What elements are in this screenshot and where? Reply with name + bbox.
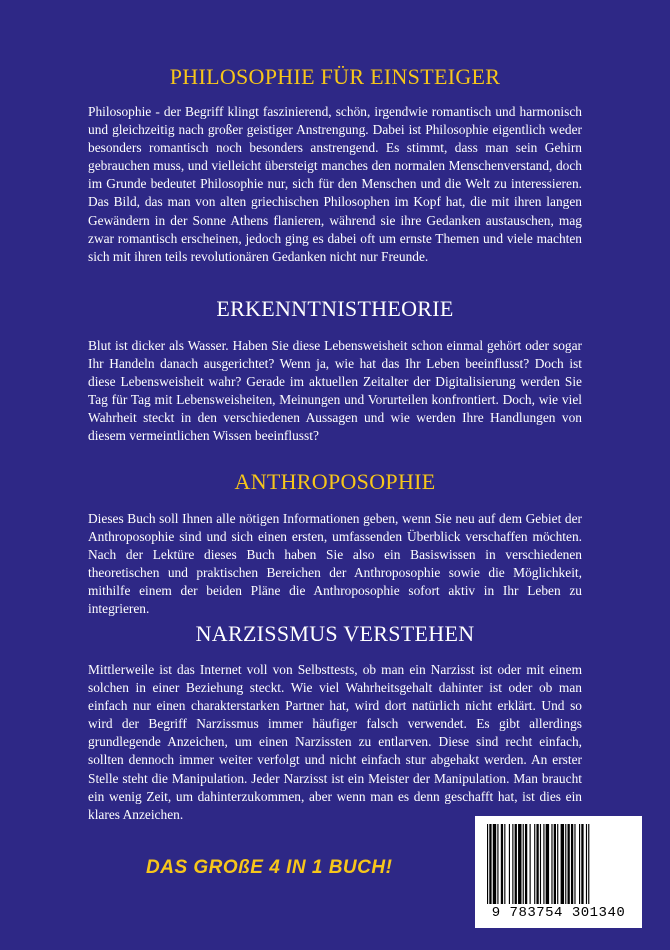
section-heading-philosophie: PHILOSOPHIE FÜR EINSTEIGER [169, 64, 501, 89]
section-text-erkenntnistheorie: Blut ist dicker als Wasser. Haben Sie diese Lebensweisheit schon einmal gehört oder sogar Ihr Handeln danach ausgerichtet? Wenn ja, wie hat das Ihr Leben beeinflusst? Doch ist diese Lebensweisheit wahr? Gerade im aktuellen Zeitalter der Digitalisierung werden Sie Tag für Tag mit Lebensweisheiten, Meinungen und Vorurteilen konfrontiert. Doch, wie viel Wahrheit steckt in den verschiedenen Aussagen und wie werden Ihre Handlungen von diesem vermeintlichen Wissen beeinflusst? [88, 338, 582, 444]
isbn-number: 9 783754 301340 [491, 905, 626, 921]
barcode-bar [536, 824, 538, 904]
barcode-bar [581, 824, 583, 904]
barcode-bar [504, 824, 505, 904]
barcode-bar [512, 824, 513, 904]
barcode-bar [497, 824, 498, 904]
barcode-bar [540, 824, 541, 904]
barcode-bar [525, 824, 527, 904]
barcode-bar [561, 824, 564, 904]
barcode-bar [543, 824, 544, 904]
section-heading-narzissmus: NARZISSMUS VERSTEHEN [195, 621, 475, 646]
barcode-bar [565, 824, 566, 904]
barcode-bar [493, 824, 496, 904]
barcode-bar [568, 824, 570, 904]
barcode-bar [534, 824, 535, 904]
barcode-bar [546, 824, 549, 904]
barcode-bar [571, 824, 573, 904]
barcode-bar [518, 824, 521, 904]
barcode-bar [523, 824, 524, 904]
barcode-bar [509, 824, 510, 904]
barcode-bars [487, 824, 630, 904]
barcode-bar [489, 824, 491, 904]
barcode-bar [551, 824, 552, 904]
barcode-bar [574, 824, 575, 904]
barcode-bar [579, 824, 580, 904]
barcode-bar [586, 824, 587, 904]
barcode-bar [501, 824, 503, 904]
barcode-bar [557, 824, 558, 904]
section-text-anthroposophie: Dieses Buch soll Ihnen alle nötigen Informationen geben, wenn Sie neu auf dem Gebiet der Anthroposophie sind und sich einen ersten, umfassenden Überblick verschaffen möchten. Nach der Lektüre dieses Buch haben Sie also ein Basiswissen in verschiedenen theoretischen und praktischen Bereichen der Anthroposophie sowie die Möglichkeit, mithilfe einem der beiden Pläne die Anthroposophie sofort aktiv in Ihr Leben zu integrieren. [88, 511, 582, 617]
section-heading-anthroposophie: ANTHROPOSOPHIE [234, 469, 436, 494]
barcode-bar [530, 824, 531, 904]
section-text-philosophie: Philosophie - der Begriff klingt faszinierend, schön, irgendwie romantisch und harmonisch und gleichzeitig nach großer geistiger Anstrengung. Dabei ist Philosophie eigentlich weder besonders romantisch noch besonders anstrengend. Es stimmt, dass man sein Gehirn gebrauchen muss, und vielleicht übersteigt manches den normalen Menschenverstand, doch im Grunde bedeutet Philosophie nur, sich für den Menschen und die Welt zu interessieren. Das Bild, das man von alten griechischen Philosophen im Kopf hat, die mit ihren langen Gewändern in der Sonne Athens flanieren, während sie ihre Gedanken austauschen, mag zwar romantisch erscheinen, jedoch ging es dabei oft um ernste Themen und viele machten sich mit ihren teils revolutionären Gedanken nicht nur Freunde. [88, 104, 582, 264]
barcode-bar [515, 824, 517, 904]
barcode-bar [588, 824, 589, 904]
barcode-bar [554, 824, 556, 904]
section-text-narzissmus: Mittlerweile ist das Internet voll von Selbsttests, ob man ein Narzisst ist oder mit einem solchen in einer Beziehung steckt. Wie viel Wahrheitsgehalt dahinter ist oder ob man einfach nur einen charakterstarken Partner hat, wird dort natürlich nicht erklärt. Und so wird der Begriff Narzissmus immer häufiger falsch verwendet. Es gibt allerdings grundlegende Anzeichen, um einen Narzissten zu entlarven. Diese sind recht einfach, sollten dennoch immer weiter verfolgt und nicht einfach stur abgehakt werden. An erster Stelle steht die Manipulation. Jeder Narzisst ist ein Meister der Manipulation. Man braucht ein wenig Zeit, um dahinterzukommen, aber wenn man es denn geschafft hat, ist dies ein klares Anzeichen. [88, 662, 582, 822]
isbn-barcode [475, 816, 642, 928]
barcode-bar [487, 824, 488, 904]
tagline: DAS GROßE 4 IN 1 BUCH! [146, 857, 393, 878]
section-heading-erkenntnistheorie: ERKENNTNISTHEORIE [216, 296, 454, 321]
